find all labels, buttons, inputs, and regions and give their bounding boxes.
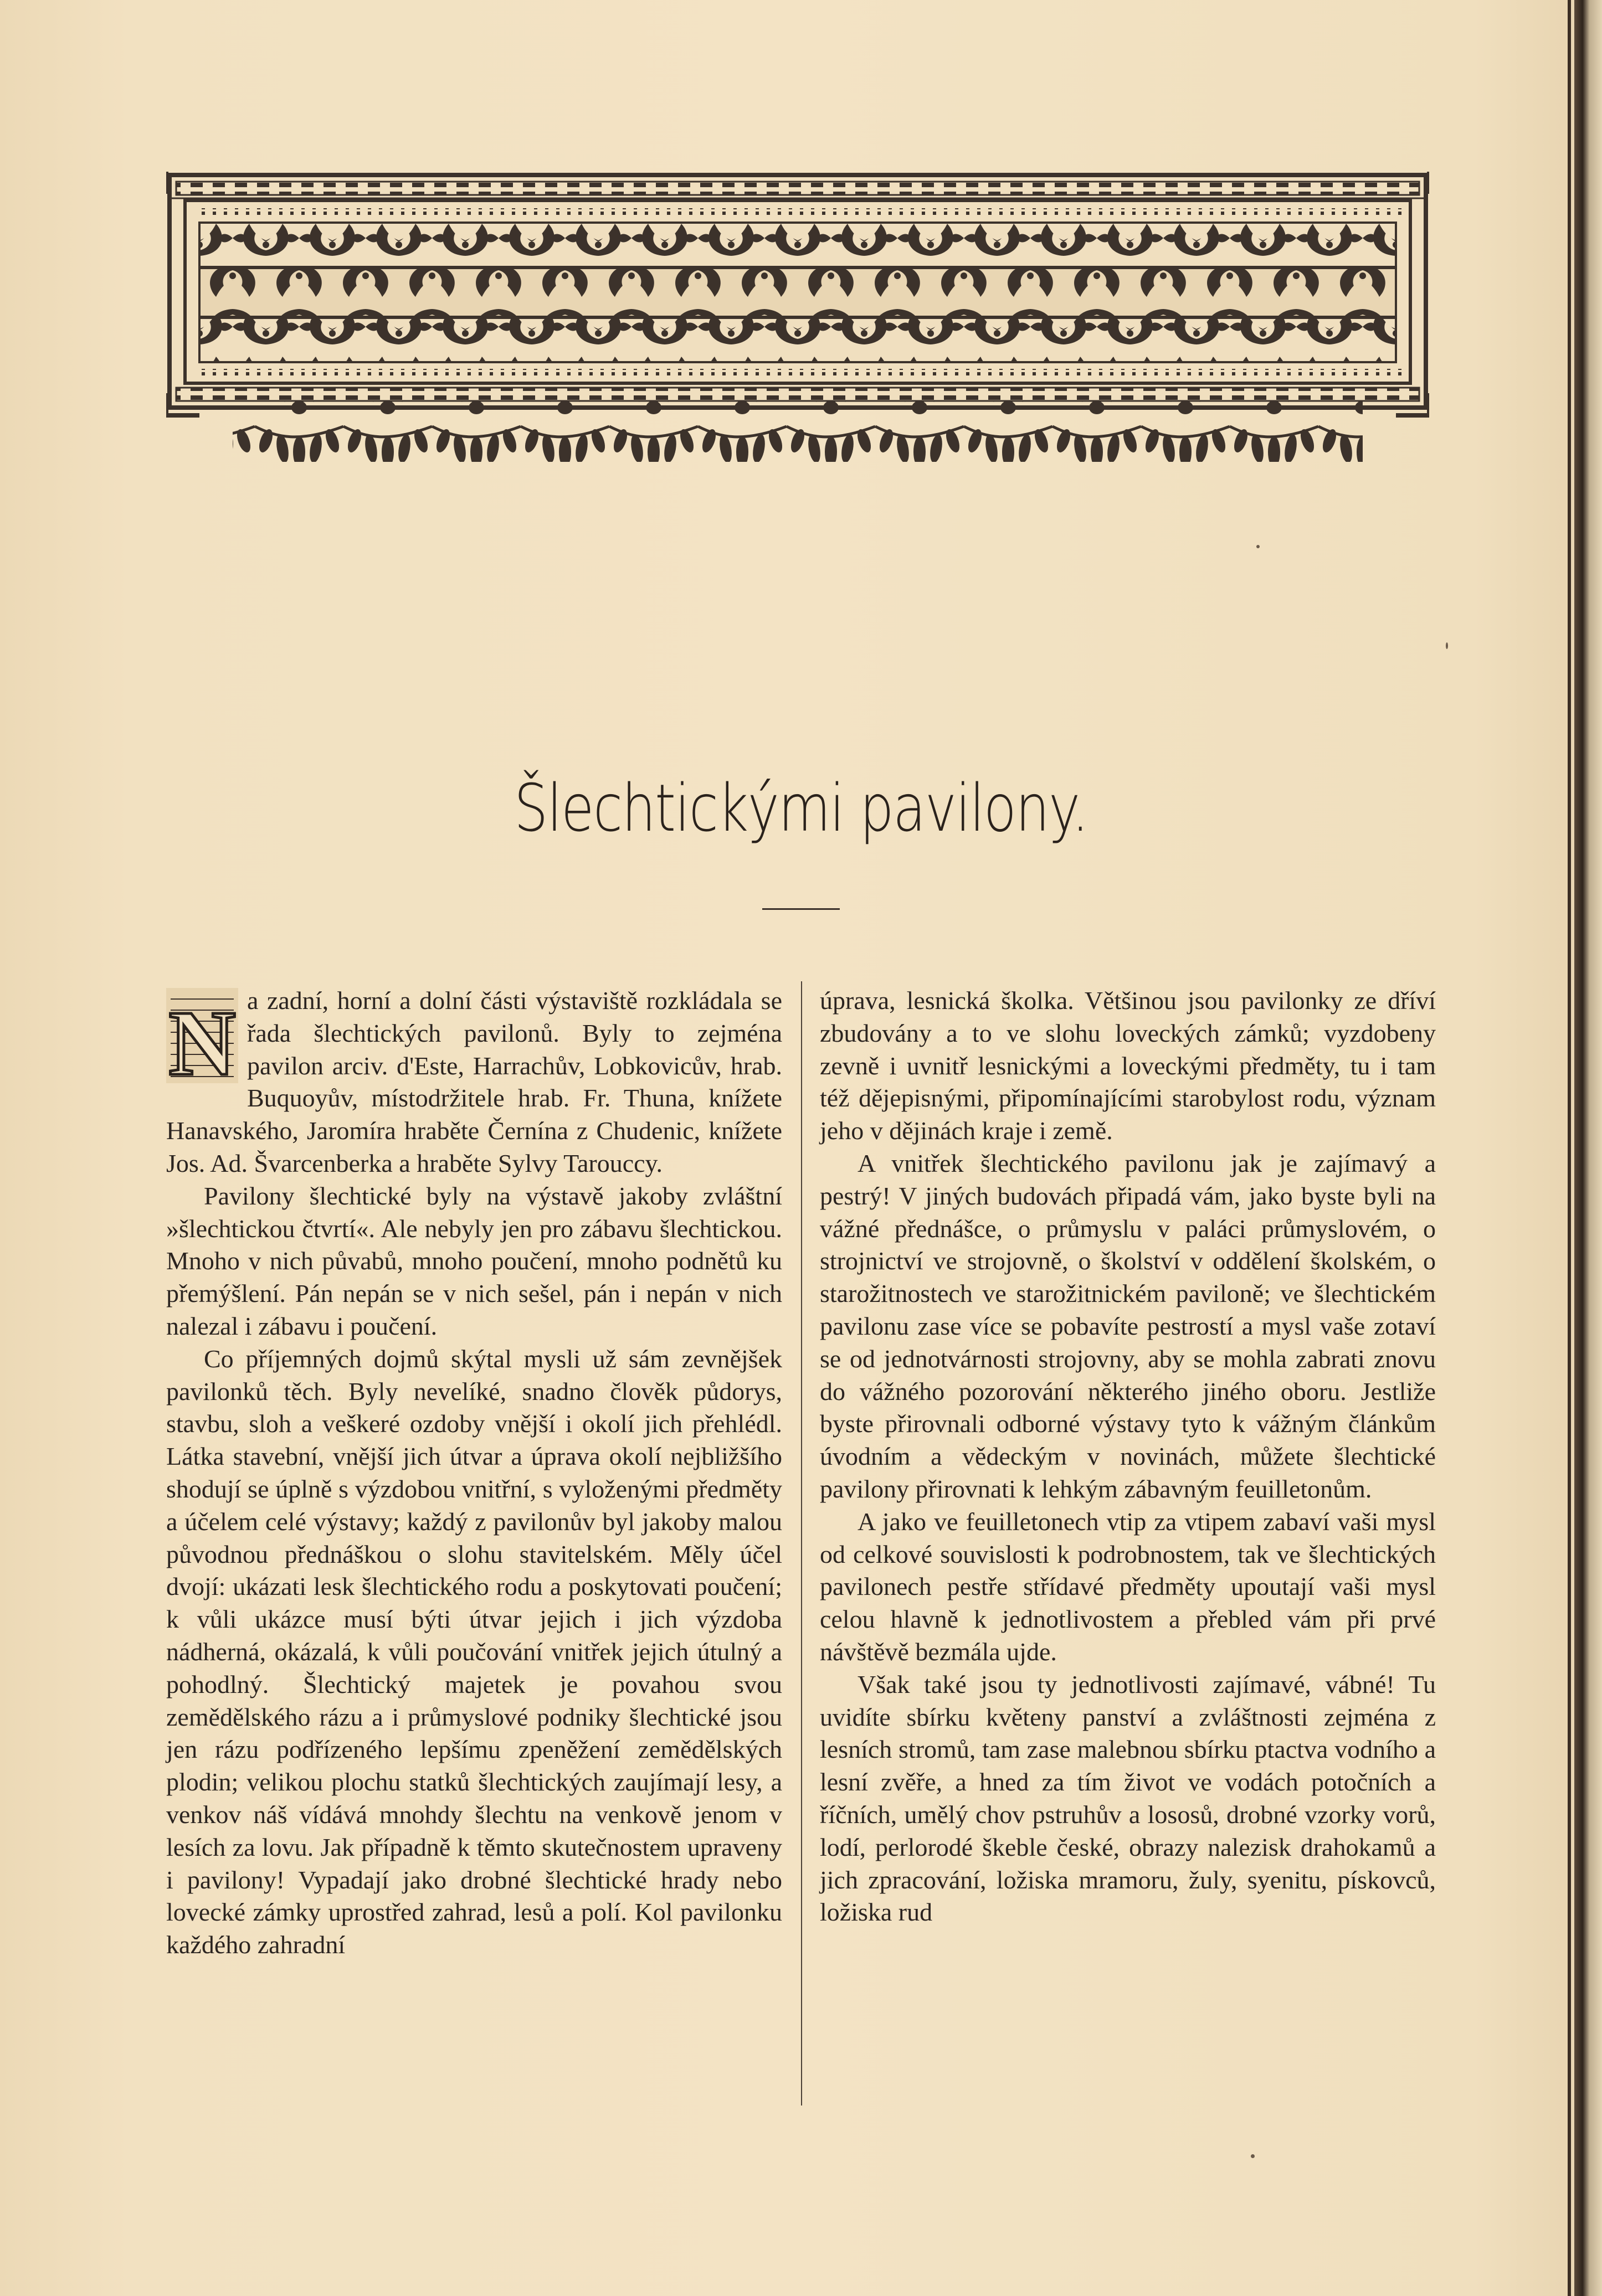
- paragraph: úprava, lesnická školka. Většinou jsou pavilonky ze dříví zbudovány a to ve slohu loveckých zámků; vyzdobeny zevně i uvnitř lesnickými a loveckými předměty, tu i tam též dějepisnými, připomínajícími starobylost rodu, význam jeho v dějinách kraje i země.: [820, 986, 1436, 1145]
- paragraph: Pavilony šlechtické byly na výstavě jakoby zvláštní »šlechtickou čtvrtí«. Ale nebyly jen pro zábavu šlechtickou. Mnoho v nich půvabů, mnoho poučení, mnoho podnětů ku přemýšlení. Pán nepán se v nich sešel, pán i nepán v nich nalezal i zábavu i poučení.: [166, 1181, 782, 1340]
- drop-cap-letter: N: [168, 992, 236, 1083]
- paper-speck: [1256, 545, 1260, 548]
- article-title: Šlechtickými pavilony.: [514, 770, 1088, 846]
- drop-cap-n-icon: [166, 988, 238, 1083]
- left-column: [166, 985, 782, 1962]
- right-column: [820, 985, 1436, 1929]
- paragraph: A jako ve feuilletonech vtip za vtipem zabaví vaši mysl od celkové souvislosti k podrobnostem, tak ve šlechtických pavilonech pestře střídavé předměty upoutají vaši mysl celou hlavně k jednotlivostem a přebled vám při prvé návštěvě bezmála ujde.: [820, 1507, 1436, 1666]
- column-divider: [801, 981, 802, 2105]
- title-rule: [762, 908, 840, 910]
- paragraph: A vnitřek šlechtického pavilonu jak je zajímavý a pestrý! V jiných budovách připadá vám, jako byste byli na vážné přednášce, o průmyslu v paláci průmyslovém, o strojnictví ve strojovně, o školství v oddělení školském, o starožitnostech ve starožitnickém paviloně; ve šlechtickém pavilonu zase více se pobavíte pestrostí a mysl vaše zotaví se od jednotvárnosti strojovny, aby se mohla zabrati znovu do vážného pozorování některého jiného oboru. Jestliže byste přirovnali odborné výstavy tyto k vážným článkům úvodním a vědeckým v novinách, můžete šlechtické pavilony přirovnati k lehkým zábavným feuilletonům.: [820, 1149, 1436, 1503]
- page-edge-line: [1568, 0, 1571, 2296]
- paper-speck: [1446, 642, 1448, 649]
- ornamental-banner-icon: [166, 172, 1429, 465]
- page-edge-shadow: [1574, 0, 1602, 2296]
- paragraph: Co příjemných dojmů skýtal mysli už sám zevnějšek pavilonků těch. Byly nevelíké, snadno člověk půdorys, stavbu, sloh a veškeré ozdoby vnější i okolí jich přehlédl. Látka stavební, vnější jich útvar a úprava okolí nejbližšího shodují se úplně s výzdobou vnitřní, s vyloženými předměty a účelem celé výstavy; každý z pavilonův byl jakoby malou původnou přednáškou o slohu stavitelském. Měly účel dvojí: ukázati lesk šlechtického rodu a poskytovati poučení; k vůli ukázce musí býti útvar jejich i jich výzdoba nádherná, okázalá, k vůli poučování vnitřek jejich útulný a pohodlný. Šlechtický majetek je povahou svou zemědělského rázu a i průmyslové podniky šlechtické jsou jen rázu podřízeného lepšímu zpeněžení zemědělských plodin; velikou plochu statků šlechtických zaujímají lesy, a venkov náš vídává mnohdy šlechtu na venkově jenom v lesích za lovu. Jak případně k těmto skutečnostem upraveny i pavilony! Vypadají jako drobné šlechtické hrady nebo lovecké zámky uprostřed zahrad, lesů a polí. Kol pavilonku každého zahradní: [166, 1344, 782, 1959]
- paragraph: a zadní, horní a dolní části výstaviště rozkládala se řada šlechtických pavilonů. Byly to zejména pavilon arciv. d'Este, Harrachův, Lobkovicův, hrab. Buquoyův, místodržitele hrab. Fr. Thuna, knížete Hanavského, Jaromíra hraběte Černína z Chudenic, knížete Jos. Ad. Švarcenberka a hraběte Sylvy Tarouccy.: [166, 986, 782, 1177]
- paper-speck: [1251, 2154, 1255, 2158]
- paragraph: Však také jsou ty jednotlivosti zajímavé, vábné! Tu uvidíte sbírku květeny panství a zvláštnosti zejména z lesních stromů, tam zase malebnou sbírku ptactva vodního a lesní zvěře, a hned za tím život ve vodách potočních a říčních, umělý chov pstruhův a lososů, drobné vzorky vorů, lodí, perlorodé škeble české, obrazy nalezisk drahokamů a jich zpracování, ložiska mramoru, žuly, syenitu, pískovců, ložiska rud: [820, 1670, 1436, 1927]
